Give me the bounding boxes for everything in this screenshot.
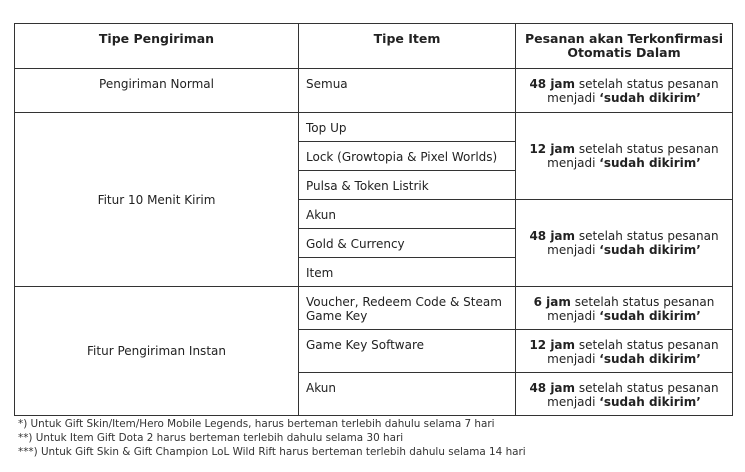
confirm-time-cell	[516, 200, 733, 287]
delivery-confirmation-table	[14, 23, 733, 416]
duration-text: setelah status pesanan menjadi	[547, 295, 715, 323]
status-text: ‘sudah dikirim’	[599, 91, 701, 105]
confirm-time-cell	[516, 330, 733, 373]
item-type-cell: Akun	[299, 373, 516, 416]
duration: 48 jam	[529, 229, 576, 243]
duration: 48 jam	[529, 77, 576, 91]
duration: 6 jam	[533, 295, 571, 309]
header-delivery-type: Tipe Pengiriman	[15, 24, 299, 69]
item-type-cell: Lock (Growtopia & Pixel Worlds)	[299, 142, 516, 171]
confirm-time-cell	[516, 373, 733, 416]
item-type-cell: Akun	[299, 200, 516, 229]
header-auto-confirm: Pesanan akan Terkonfirmasi Otomatis Dalam	[516, 24, 733, 69]
duration-text: setelah status pesanan menjadi	[547, 142, 719, 170]
table-row	[15, 113, 733, 142]
duration: 12 jam	[529, 142, 576, 156]
header-item-type: Tipe Item	[299, 24, 516, 69]
footnote: **) Untuk Item Gift Dota 2 harus berteman terlebih dahulu selama 30 hari	[18, 432, 404, 444]
duration-text: setelah status pesanan menjadi	[547, 229, 719, 257]
header-row	[15, 24, 733, 69]
delivery-type-cell: Fitur 10 Menit Kirim	[15, 113, 299, 287]
duration-text: setelah status pesanan menjadi	[547, 338, 719, 366]
delivery-type-cell: Pengiriman Normal	[15, 69, 299, 113]
table-row	[15, 287, 733, 330]
item-type-cell: Item	[299, 258, 516, 287]
item-type-cell: Game Key Software	[299, 330, 516, 373]
item-type-cell: Pulsa & Token Listrik	[299, 171, 516, 200]
delivery-type-cell: Fitur Pengiriman Instan	[15, 287, 299, 416]
confirm-time-cell	[516, 69, 733, 113]
footnotes	[18, 417, 526, 459]
item-type-cell: Voucher, Redeem Code & Steam Game Key	[299, 287, 516, 330]
confirm-time-cell	[516, 113, 733, 200]
item-type-cell: Top Up	[299, 113, 516, 142]
item-type-cell: Gold & Currency	[299, 229, 516, 258]
footnote: ***) Untuk Gift Skin & Gift Champion LoL Wild Rift harus berteman terlebih dahulu selama 14 hari	[18, 446, 526, 458]
duration-text: setelah status pesanan menjadi	[547, 77, 719, 105]
confirm-time-cell	[516, 287, 733, 330]
duration-text: setelah status pesanan menjadi	[547, 381, 719, 409]
table-row	[15, 69, 733, 113]
status-text: ‘sudah dikirim’	[599, 243, 701, 257]
status-text: ‘sudah dikirim’	[599, 309, 701, 323]
duration: 48 jam	[529, 381, 576, 395]
status-text: ‘sudah dikirim’	[599, 352, 701, 366]
item-type-cell: Semua	[299, 69, 516, 113]
status-text: ‘sudah dikirim’	[599, 395, 701, 409]
duration: 12 jam	[529, 338, 576, 352]
status-text: ‘sudah dikirim’	[599, 156, 701, 170]
footnote: *) Untuk Gift Skin/Item/Hero Mobile Legends, harus berteman terlebih dahulu selama 7 hari	[18, 418, 495, 430]
